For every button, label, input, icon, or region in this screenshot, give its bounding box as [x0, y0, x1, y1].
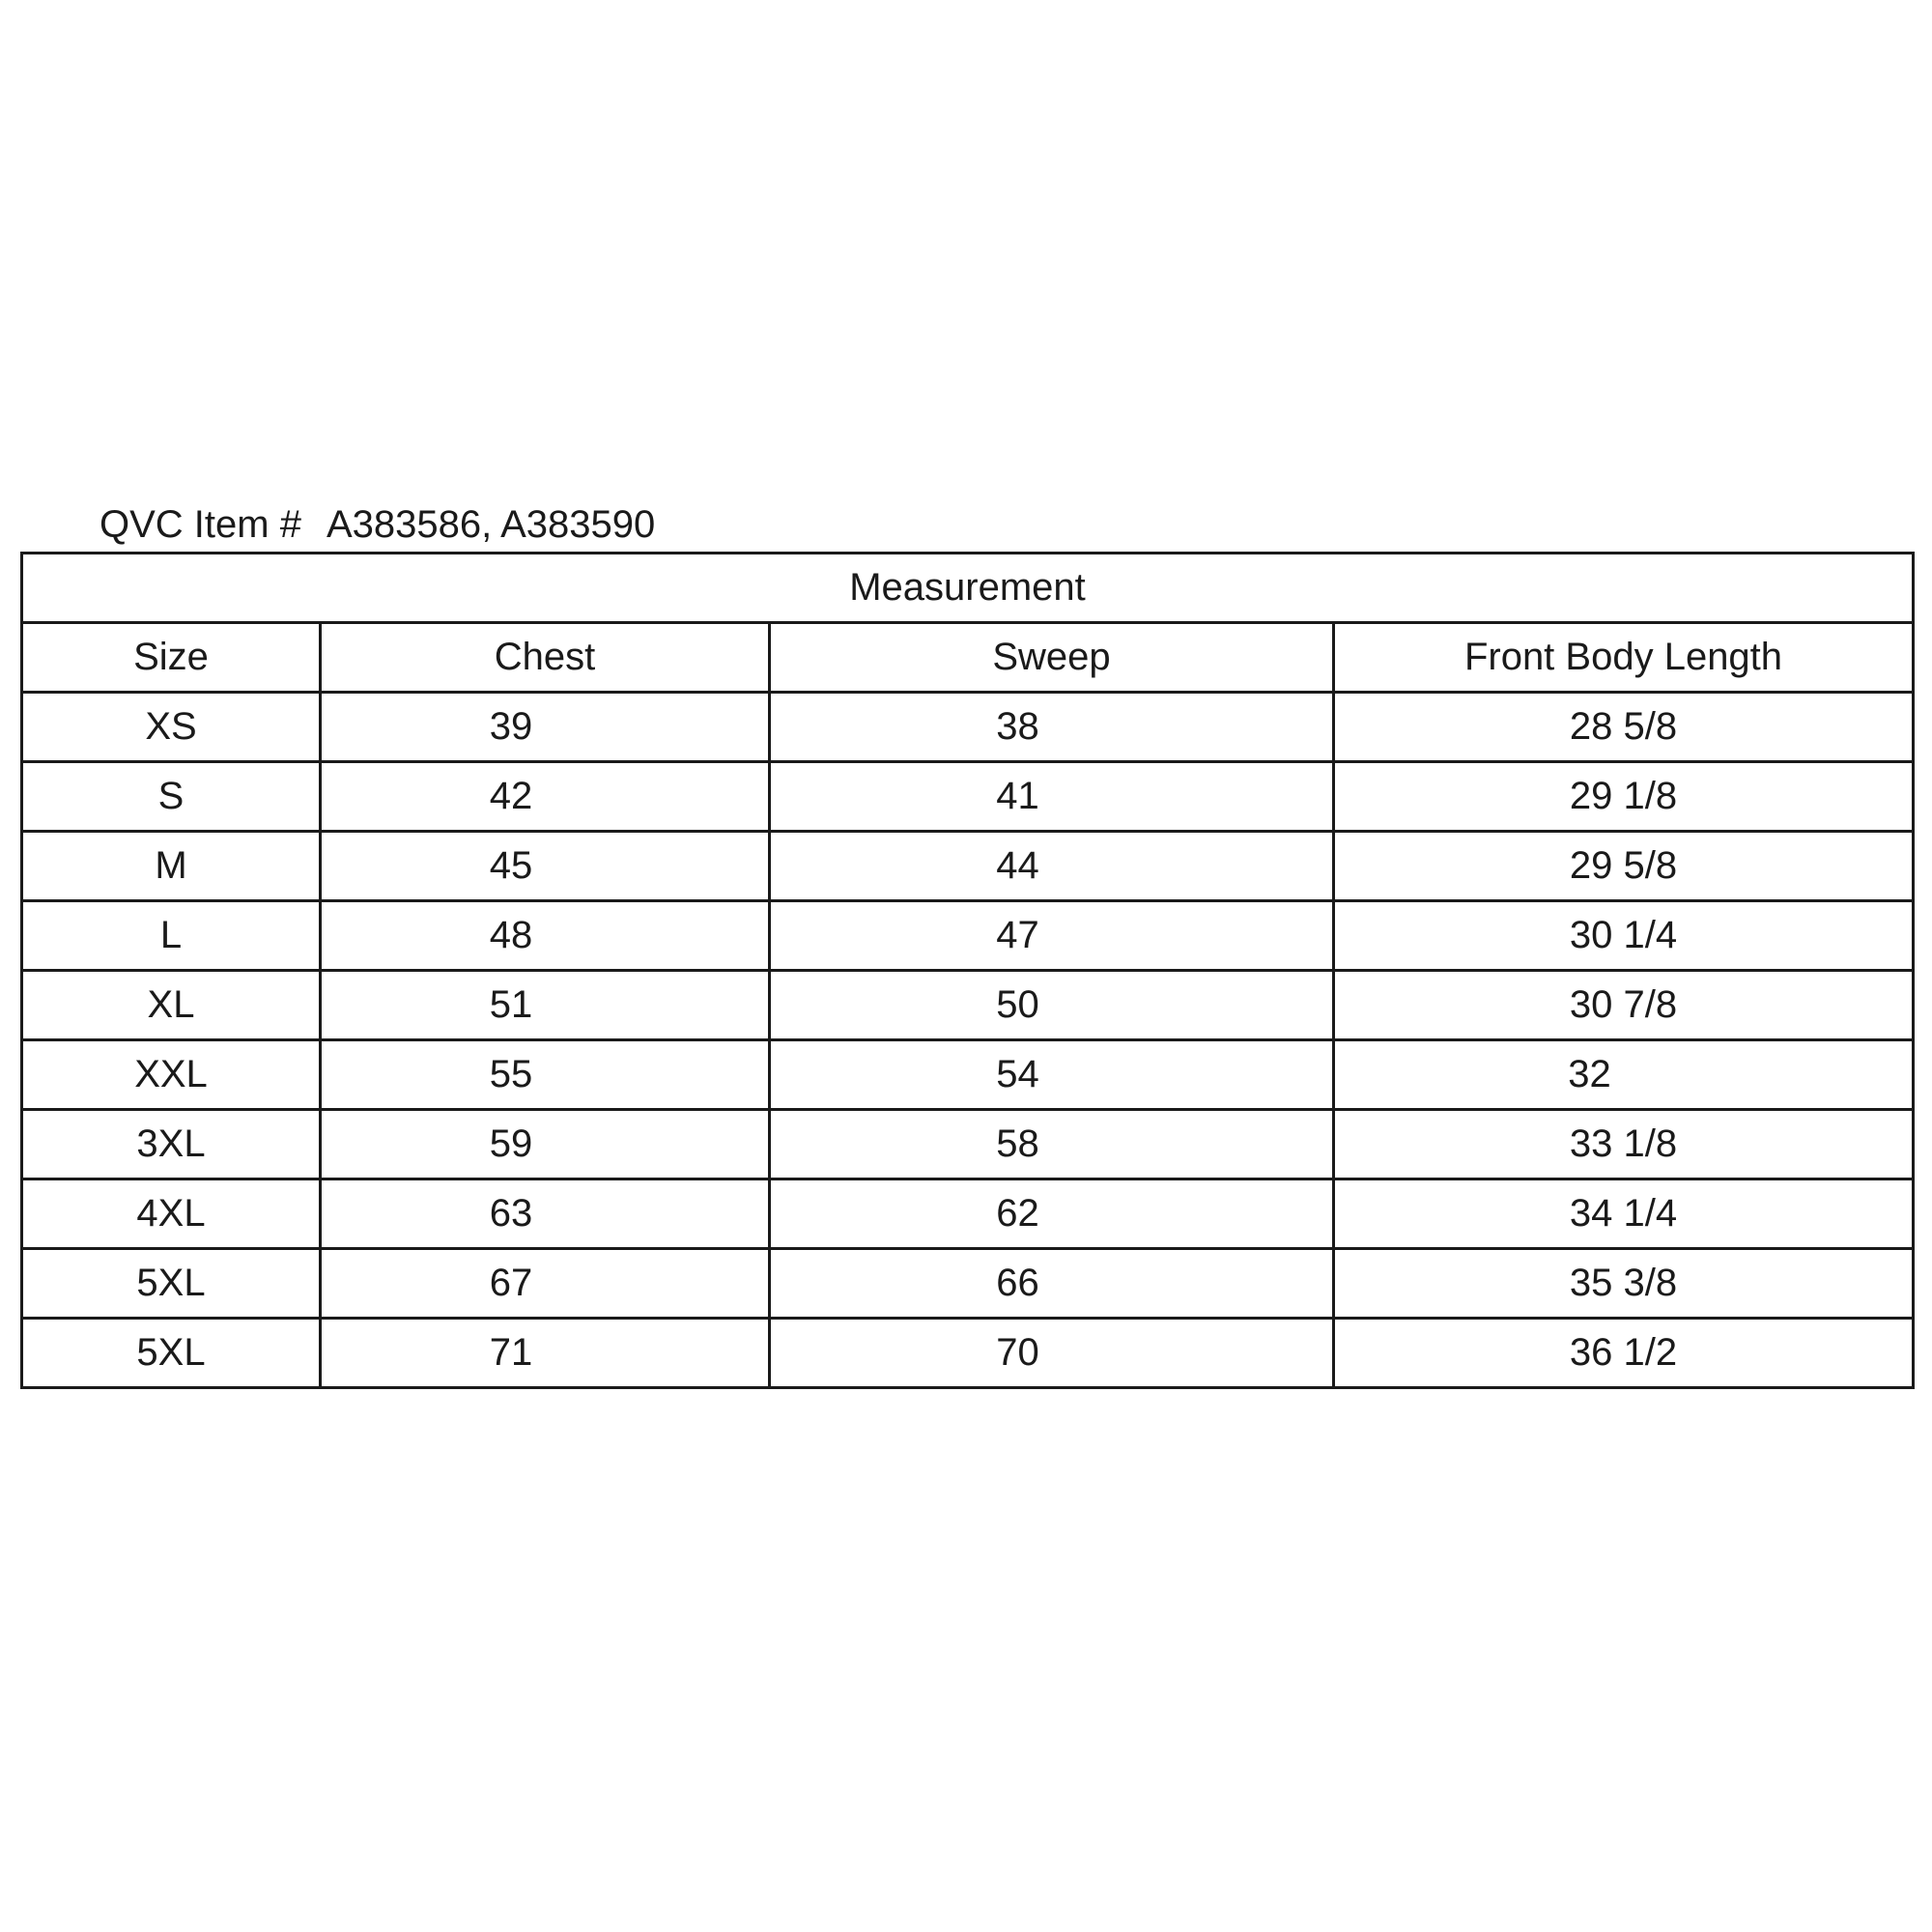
item-numbers: A383586, A383590 [326, 503, 656, 546]
cell-chest: 71 [321, 1319, 770, 1388]
item-number-line [99, 497, 655, 552]
table-row [22, 693, 1914, 762]
table-body [22, 693, 1914, 1388]
cell-front-body-length: 36 1/2 [1334, 1319, 1914, 1388]
cell-sweep: 54 [770, 1040, 1334, 1110]
table-row [22, 971, 1914, 1040]
table-row [22, 832, 1914, 901]
cell-front-body-length: 34 1/4 [1334, 1179, 1914, 1249]
table-row [22, 1179, 1914, 1249]
cell-sweep: 62 [770, 1179, 1334, 1249]
table-row [22, 762, 1914, 832]
column-header-sweep: Sweep [770, 623, 1334, 693]
cell-sweep: 66 [770, 1249, 1334, 1319]
table-row [22, 1249, 1914, 1319]
table-head [22, 554, 1914, 693]
cell-chest: 51 [321, 971, 770, 1040]
cell-size: 3XL [22, 1110, 321, 1179]
table-row [22, 1319, 1914, 1388]
cell-front-body-length: 33 1/8 [1334, 1110, 1914, 1179]
cell-size: M [22, 832, 321, 901]
size-chart-table [20, 552, 1915, 1389]
cell-sweep: 50 [770, 971, 1334, 1040]
column-header-size: Size [22, 623, 321, 693]
column-header-row [22, 623, 1914, 693]
cell-sweep: 58 [770, 1110, 1334, 1179]
column-header-chest: Chest [321, 623, 770, 693]
cell-chest: 63 [321, 1179, 770, 1249]
cell-size: 5XL [22, 1249, 321, 1319]
cell-chest: 55 [321, 1040, 770, 1110]
cell-front-body-length: 29 5/8 [1334, 832, 1914, 901]
cell-front-body-length: 29 1/8 [1334, 762, 1914, 832]
cell-front-body-length: 32 [1334, 1040, 1914, 1110]
cell-size: 5XL [22, 1319, 321, 1388]
table-row [22, 1110, 1914, 1179]
column-header-front-body-length: Front Body Length [1334, 623, 1914, 693]
cell-size: L [22, 901, 321, 971]
measurement-header: Measurement [22, 554, 1914, 623]
cell-size: S [22, 762, 321, 832]
cell-sweep: 41 [770, 762, 1334, 832]
cell-chest: 45 [321, 832, 770, 901]
cell-size: XS [22, 693, 321, 762]
cell-size: XL [22, 971, 321, 1040]
item-label: QVC Item # [99, 503, 301, 546]
cell-chest: 42 [321, 762, 770, 832]
cell-chest: 48 [321, 901, 770, 971]
cell-chest: 67 [321, 1249, 770, 1319]
cell-sweep: 47 [770, 901, 1334, 971]
cell-front-body-length: 30 7/8 [1334, 971, 1914, 1040]
group-header-row [22, 554, 1914, 623]
cell-sweep: 70 [770, 1319, 1334, 1388]
cell-size: 4XL [22, 1179, 321, 1249]
cell-sweep: 38 [770, 693, 1334, 762]
cell-chest: 59 [321, 1110, 770, 1179]
cell-front-body-length: 28 5/8 [1334, 693, 1914, 762]
cell-chest: 39 [321, 693, 770, 762]
table-row [22, 901, 1914, 971]
cell-size: XXL [22, 1040, 321, 1110]
cell-sweep: 44 [770, 832, 1334, 901]
cell-front-body-length: 30 1/4 [1334, 901, 1914, 971]
cell-front-body-length: 35 3/8 [1334, 1249, 1914, 1319]
table-row [22, 1040, 1914, 1110]
